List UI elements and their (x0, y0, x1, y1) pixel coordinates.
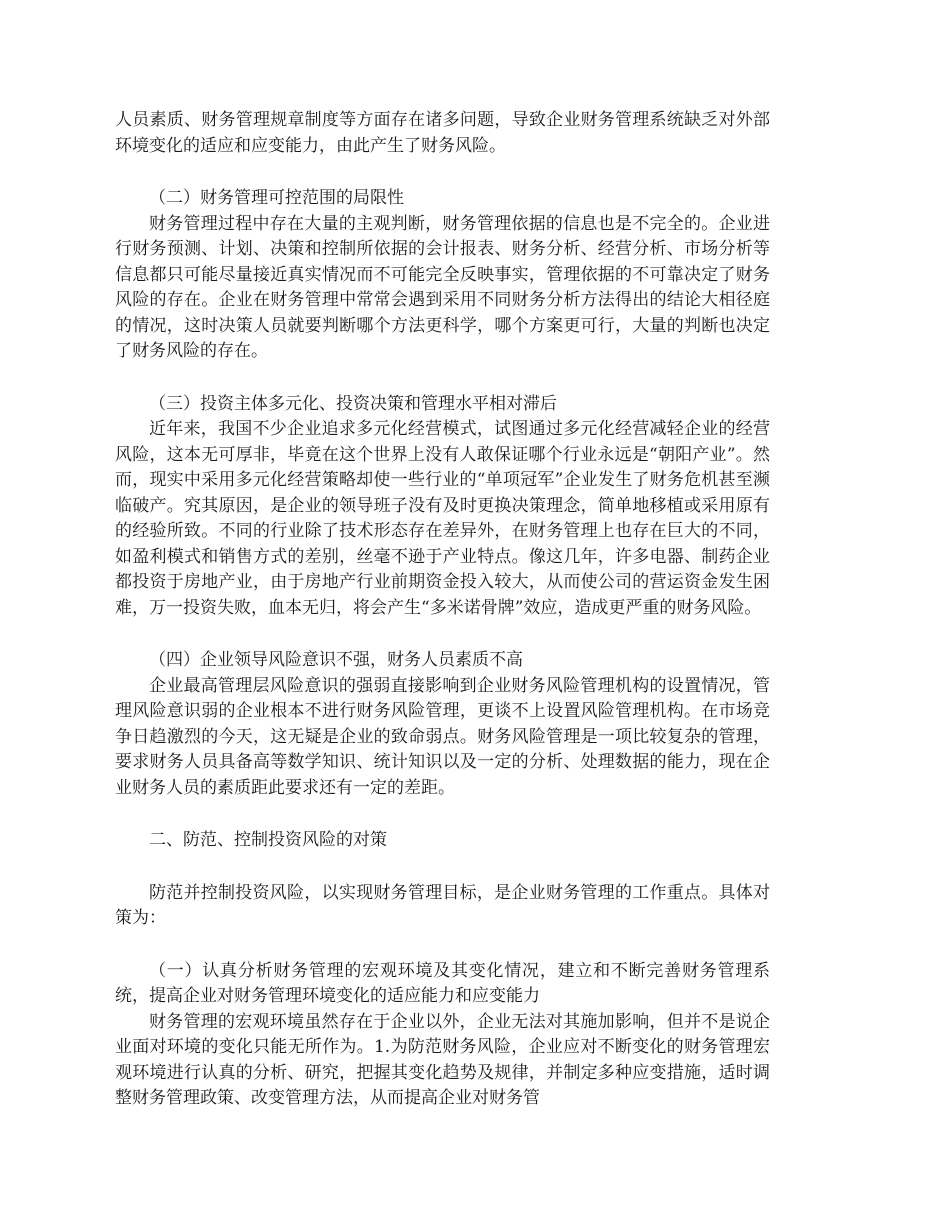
document-body (115, 108, 770, 1112)
section-heading-4: （四）企业领导风险意识不强，财务人员素质不高 (149, 650, 523, 670)
section-heading-2: （二）财务管理可控范围的局限性 (149, 188, 404, 208)
paragraph-continued: 人员素质、财务管理规章制度等方面存在诸多问题，导致企业财务管理系统缺乏对外部环境变化的适应和应变能力，由此产生了财务风险。 (115, 110, 770, 156)
section-heading-countermeasure-1: （一）认真分析财务管理的宏观环境及其变化情况，建立和不断完善财务管理系统，提高企业对财务管理环境变化的适应能力和应变能力 (115, 960, 770, 1006)
section-heading-3: （三）投资主体多元化、投资决策和管理水平相对滞后 (149, 393, 557, 414)
paragraph-countermeasure-1: 财务管理的宏观环境虽然存在于企业以外，企业无法对其施加影响，但并不是说企业面对环境的变化只能无所作为。1.为防范财务风险，企业应对不断变化的财务管理宏观环境进行认真的分析、研究，把握其变化趋势及规律，并制定多种应变措施，适时调整财务管理政策、改变管理方法，从而提高企业对财务管 (115, 1011, 770, 1108)
paragraph-countermeasures-intro: 防范并控制投资风险，以实现财务管理目标，是企业财务管理的工作重点。具体对策为： (115, 882, 770, 928)
paragraph-section-4: 企业最高管理层风险意识的强弱直接影响到企业财务风险管理机构的设置情况，管理风险意识弱的企业根本不进行财务风险管理，更谈不上设置风险管理机构。在市场竞争日趋激烈的今天，这无疑是企业的致命弱点。财务风险管理是一项比较复杂的管理，要求财务人员具备高等数学知识、统计知识以及一定的分析、处理数据的能力，现在企业财务人员的素质距此要求还有一定的差距。 (115, 675, 770, 798)
paragraph-section-3: 近年来，我国不少企业追求多元化经营模式，试图通过多元化经营减轻企业的经营风险，这本无可厚非，毕竟在这个世界上没有人敢保证哪个行业永远是“朝阳产业”。然而，现实中采用多元化经营策略却使一些行业的“单项冠军”企业发生了财务危机甚至濒临破产。究其原因，是企业的领导班子没有及时更换决策理念，简单地移植或采用原有的经验所致。不同的行业除了技术形态存在差异外，在财务管理上也存在巨大的不同，如盈利模式和销售方式的差别，丝毫不逊于产业特点。像这几年，许多电器、制药企业都投资于房地产业，由于房地产行业前期资金投入较大，从而使公司的营运资金发生困难，万一投资失败，血本无归，将会产生“多米诺骨牌”效应，造成更严重的财务风险。 (115, 419, 770, 618)
paragraph-section-2: 财务管理过程中存在大量的主观判断，财务管理依据的信息也是不完全的。企业进行财务预测、计划、决策和控制所依据的会计报表、财务分析、经营分析、市场分析等信息都只可能尽量接近真实情况而不可能完全反映事实，管理依据的不可靠决定了财务风险的存在。企业在财务管理中常常会遇到采用不同财务分析方法得出的结论大相径庭的情况，这时决策人员就要判断哪个方法更科学，哪个方案更可行，大量的判断也决定了财务风险的存在。 (115, 213, 770, 361)
chapter-heading-countermeasures: 二、防范、控制投资风险的对策 (149, 830, 387, 850)
